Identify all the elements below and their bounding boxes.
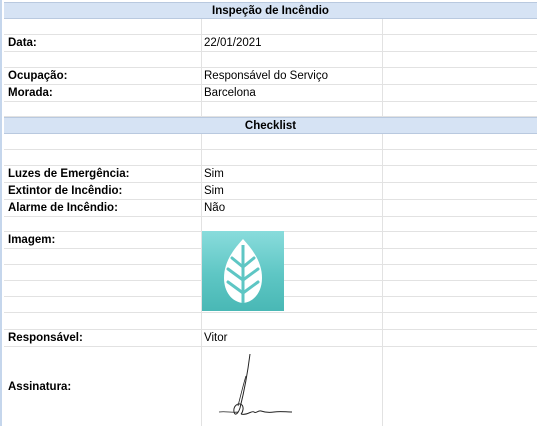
morada-value[interactable]: Barcelona [204,87,256,99]
inspection-title: Inspeção de Incêndio [212,4,329,17]
empty-row[interactable] [4,102,537,117]
row-ocupacao[interactable] [4,68,537,85]
ocupacao-value[interactable]: Responsável do Serviço [204,70,329,82]
checklist-header[interactable] [4,117,537,134]
empty-row[interactable] [4,217,537,232]
extintor-label: Extintor de Incêndio: [8,185,123,197]
alarme-label: Alarme de Incêndio: [8,202,118,214]
leaf-icon [202,231,284,311]
empty-row[interactable] [4,52,537,68]
empty-row[interactable] [4,313,537,330]
row-alarme[interactable] [4,200,537,217]
luzes-value[interactable]: Sim [204,168,224,180]
empty-row[interactable] [4,19,537,35]
row-extintor[interactable] [4,183,537,200]
responsavel-label: Responsável: [8,332,83,344]
data-label: Data: [8,37,37,49]
assinatura-label: Assinatura: [8,380,72,393]
alarme-value[interactable]: Não [204,202,226,214]
empty-row[interactable] [4,150,537,166]
checklist-title: Checklist [244,119,297,132]
inspection-image[interactable] [202,231,284,311]
row-responsavel[interactable] [4,330,537,347]
inspection-header[interactable] [4,2,537,19]
row-morada[interactable] [4,85,537,102]
ocupacao-label: Ocupação: [8,70,68,82]
empty-row[interactable] [4,134,537,150]
responsavel-value[interactable]: Vitor [204,332,228,344]
row-luzes[interactable] [4,166,537,183]
imagem-label: Imagem: [8,234,56,246]
morada-label: Morada: [8,87,53,99]
data-value[interactable]: 22/01/2021 [204,37,262,49]
signature-drawing [214,350,304,422]
row-data[interactable] [4,35,537,52]
luzes-label: Luzes de Emergência: [8,168,130,180]
extintor-value[interactable]: Sim [204,185,224,197]
